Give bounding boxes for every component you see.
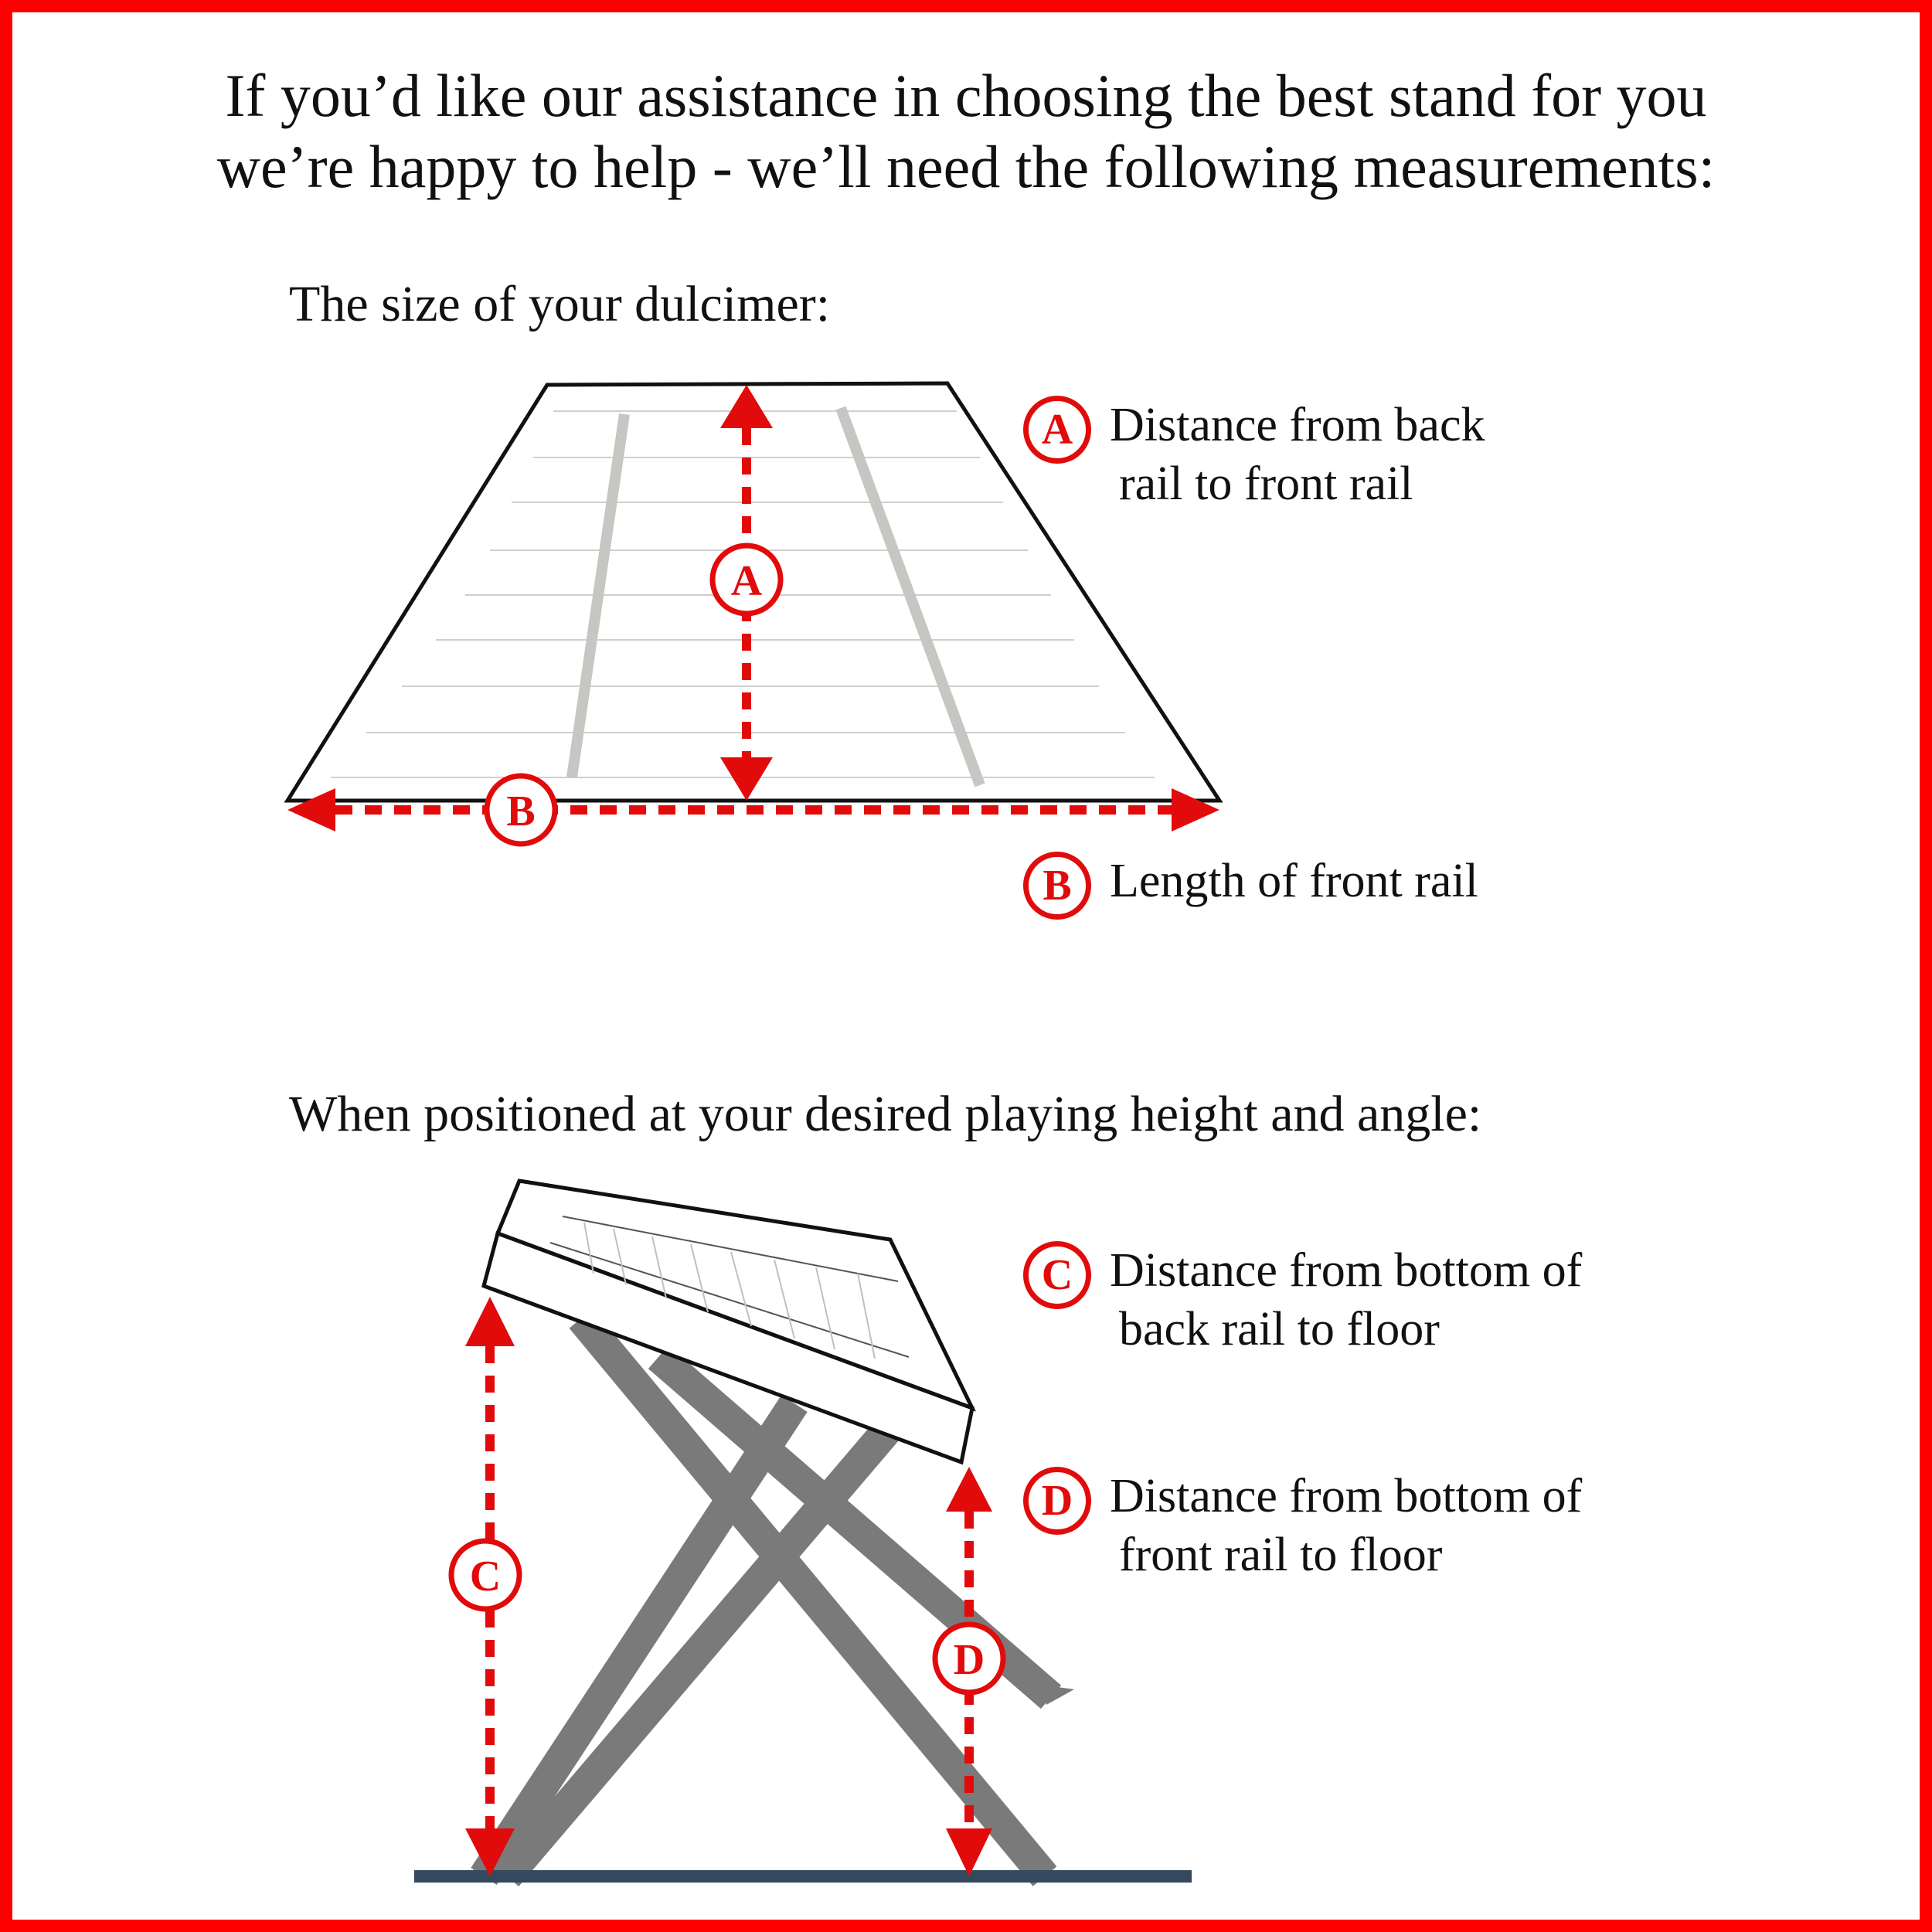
legend-b-badge: B: [1023, 852, 1091, 920]
intro-line-2: we’re happy to help - we’ll need the following measurements:: [216, 133, 1716, 200]
legend-a-line-2: rail to front rail: [1119, 457, 1413, 510]
intro-line-1: If you’d like our assistance in choosing the best stand for you: [225, 62, 1707, 129]
legend-b-line-1: Length of front rail: [1110, 855, 1478, 907]
marker-b-label: B: [506, 787, 536, 835]
arrow-d-top-head: [946, 1467, 992, 1512]
height-heading: When positioned at your desired playing height and angle:: [289, 1086, 1482, 1142]
legend-a-line-1: Distance from back: [1110, 399, 1485, 451]
legend-d-line-2: front rail to floor: [1119, 1529, 1443, 1581]
size-heading: The size of your dulcimer:: [289, 276, 831, 332]
marker-d-label: D: [953, 1636, 985, 1684]
arrow-c-top-head: [465, 1297, 515, 1346]
legend-d-badge: D: [1023, 1467, 1091, 1535]
legend-c-line-2: back rail to floor: [1119, 1303, 1440, 1355]
arrow-d-bottom-head: [946, 1828, 992, 1876]
legend-c-line-1: Distance from bottom of: [1110, 1244, 1583, 1297]
measure-c-arrow: [451, 1297, 519, 1876]
marker-c-label: C: [469, 1553, 502, 1600]
legend-c-badge: C: [1023, 1241, 1091, 1309]
stand-height-diagram: [12, 12, 1920, 1920]
marker-a-label: A: [730, 557, 763, 605]
legend-a-badge: A: [1023, 396, 1091, 464]
legend-d-line-1: Distance from bottom of: [1110, 1470, 1583, 1522]
stand-leg-front-to-back: [484, 1403, 794, 1876]
